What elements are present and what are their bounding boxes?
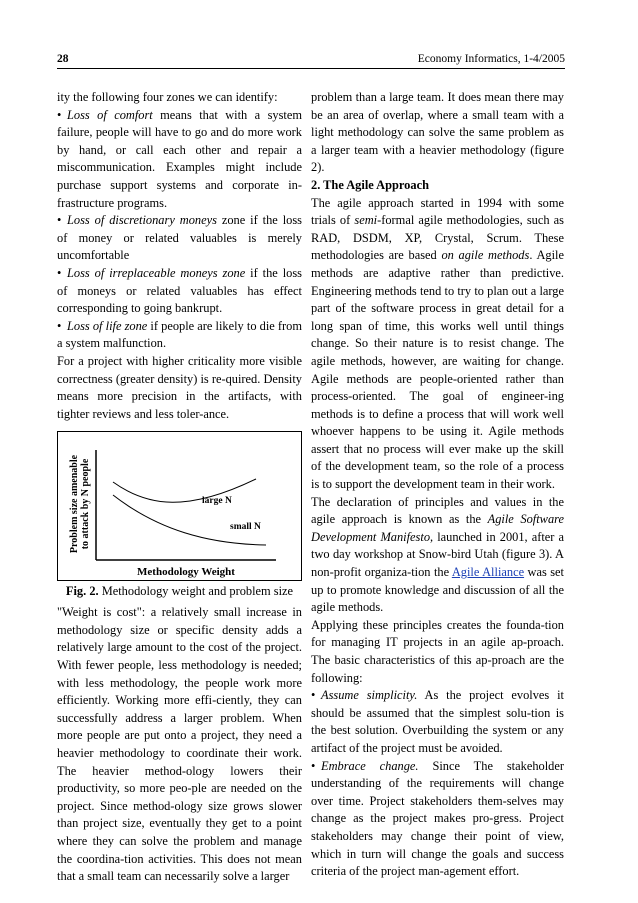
zone-item: • Loss of comfort means that with a system failure, people will have to go and do more work by hand, or call each other and repair a miscommunication. Examples might include purchase support systems and corporate in-frastructure programs. [57, 107, 303, 210]
principle-term: Assume simplicity. [321, 688, 418, 703]
caption-label: Fig. 2. [65, 584, 99, 599]
zone-term: Loss of comfort [67, 107, 153, 122]
bullet-icon: • [57, 107, 62, 122]
principle-term: Embrace change. [321, 758, 419, 773]
zone-item: • Loss of irreplaceable moneys zone if the loss of moneys or related valuables has effect corresponding to going bankrupt. [57, 265, 302, 316]
bullet-icon: • [57, 318, 62, 333]
journal-name: Economy Informatics, 1-4/2005 [417, 53, 565, 65]
page-number: 28 [57, 53, 69, 65]
small-n-curve [113, 495, 266, 545]
right-column [311, 89, 564, 881]
bullet-icon: • [311, 758, 316, 773]
small-n-label: small N [230, 522, 261, 533]
page-header [57, 50, 565, 69]
figure-2 [57, 431, 302, 581]
large-n-label: large N [202, 496, 232, 507]
y-axis-label-line2: to attack by N people [80, 459, 91, 550]
x-axis-label: Methodology Weight [137, 566, 235, 579]
criticality-paragraph: For a project with higher criticality more visible correctness (greater density) is re-quired. Density means more precision in the artifacts, with tighter reviews and less toler-ance. [57, 353, 302, 421]
bullet-icon: • [57, 213, 62, 228]
principle-item: • Assume simplicity. As the project evolves it should be assumed that the simplest solu-tion is the best solution. Overbuilding the system or any artifact of the project must be avoided. [311, 688, 564, 755]
agile-alliance-link[interactable]: Agile Alliance [451, 565, 525, 580]
section-heading: 2. The Agile Approach [311, 177, 429, 192]
principle-item: • Embrace change. Since The stakeholder understanding of the requirements will change over time. Project stakeholders them-selves may change as the project makes pro-gress. Project stakeholders may change their point of view, which in turn will change the goals and success criteria of the project man-agement effort. [311, 758, 564, 879]
zone-term: Loss of life zone [67, 318, 148, 333]
left-column [57, 89, 302, 886]
zone-item: • Loss of life zone if people are likely to die from a system malfunction. [57, 318, 302, 351]
bullet-icon: • [57, 265, 62, 280]
principles-paragraph: Applying these principles creates the founda-tion for managing IT projects in an agile ap-proach. The basic characteristics of this ap-proach are the following: [311, 617, 564, 685]
methodology-weight-diagram [58, 432, 303, 582]
zone-term: Loss of irreplaceable moneys zone [67, 265, 246, 280]
bullet-icon: • [311, 688, 316, 703]
agile-intro-paragraph: The agile approach started in 1994 with some trials of semi-formal agile methodologies, such as RAD, DSDM, XP, Crystal, Scrum. These methodologies are based on agile methods. Agile methods are adaptive rather than predictive. Engineering methods tend to try to plan out a large part of the software process in great detail for a long span of time, this works well until things change. So their nature is to resist change. The agile methods, however, are waiting for change. Agile methods are people-oriented rather than process-oriented. The goal of engineer-ing methods is to define a process that will work well whoever happens to be using it. Agile methods assert that no process will ever make up the skill of the development team, so the role of a process is to support the development team in their work. [311, 195, 564, 492]
caption-text: Methodology weight and problem size [98, 584, 294, 599]
zone-item: • Loss of discretionary moneys zone if the loss of money or related valuables is merely uncomfortable [57, 213, 302, 263]
figure-caption [57, 583, 302, 600]
y-axis-label-line1: Problem size amenable [69, 455, 80, 554]
zone-term: Loss of discretionary moneys [67, 213, 217, 228]
large-n-curve [113, 479, 256, 502]
zones-intro: ity the following four zones we can identify: [57, 90, 278, 104]
manifesto-paragraph: The declaration of principles and values in the agile approach is known as the Agile Software Development Manifesto, launched in 2001, after a two day workshop at Snow-bird Utah (figure 3). A non-profit organiza-tion the Agile Alliance was set up to promote knowledge and discussion of all the agile methods. [311, 494, 565, 615]
continuation-paragraph: problem than a large team. It does mean there may be an area of overlap, where a small team with a light methodology can solve the same problem as a larger team with a heavier methodology (figure 2). [311, 90, 564, 175]
weight-paragraph: "Weight is cost": a relatively small increase in methodology size or specific density adds a relatively large amount to the cost of the project. With fewer people, less methodology is needed; with less methodology, the people work more efficiently. Working more effi-ciently, they can successfully address a larger problem. When more people are put onto a project, they need a heavier methodology to coordinate their work. The heavier method-ology lowers their productivity, so more peo-ple are needed on the project. Since method-ology size grows slower than project size, eventually they get to a point where they can solve the problem and manage the coordina-tion activities. This does not mean that a small team can necessarily solve a larger [57, 605, 302, 884]
